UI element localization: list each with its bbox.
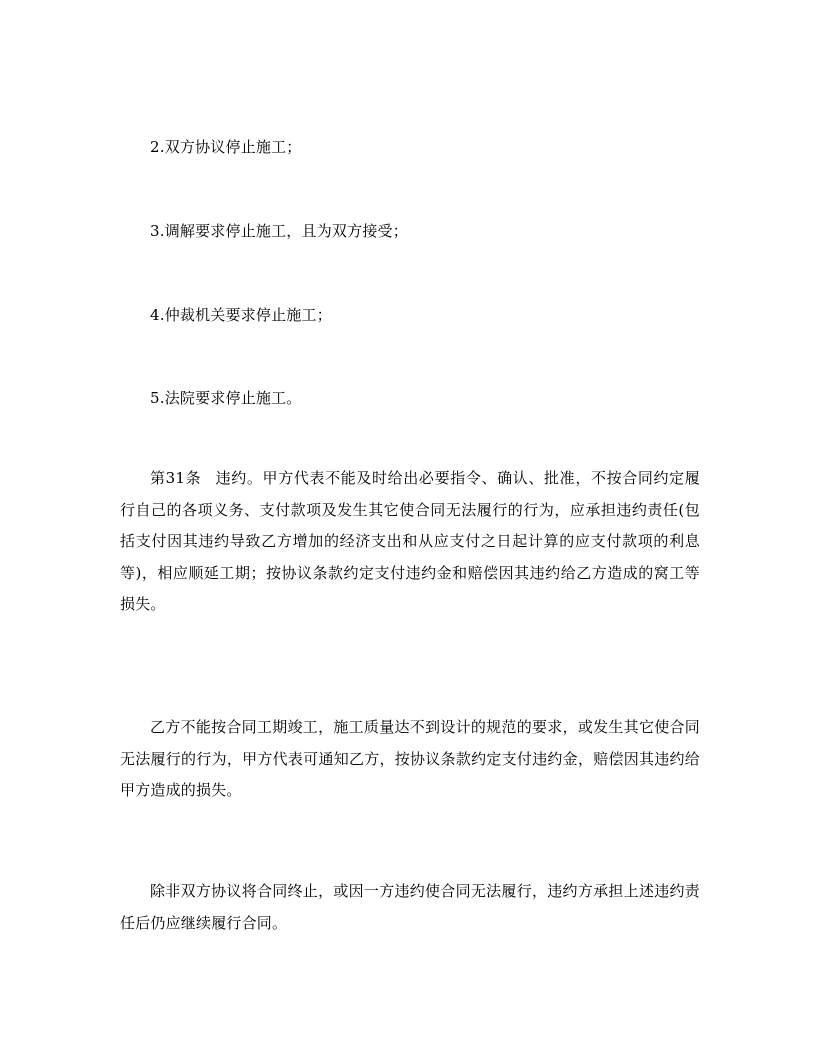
article-31-paragraph (120, 463, 700, 621)
contractor-breach-paragraph: 乙方不能按合同工期竣工，施工质量达不到设计的规范的要求，或发生其它使合同无法履行的行为，甲方代表可通知乙方，按协议条款约定支付违约金，赔偿因其违约给甲方造成的损失。 (120, 718, 700, 799)
clause-item-3: 3.调解要求停止施工，且为双方接受； (150, 222, 408, 240)
clause-item-2: 2.双方协议停止施工； (150, 138, 302, 156)
continue-performance-paragraph: 除非双方协议将合同终止，或因一方违约使合同无法履行，违约方承担上述违约责任后仍应继续履行合同。 (120, 882, 700, 932)
clause-item-5: 5.法院要求停止施工。 (150, 389, 302, 407)
article-number: 第31条 (150, 469, 202, 487)
clause-item-4: 4.仲裁机关要求停止施工； (150, 306, 332, 324)
article-31-text: 违约。甲方代表不能及时给出必要指令、确认、批准，不按合同约定履行自己的各项义务、支付款项及发生其它使合同无法履行的行为，应承担违约责任(包括支付因其违约导致乙方增加的经济支出和从应支付之日起计算的应支付款项的利息等)，相应顺延工期；按协议条款约定支付违约金和赔偿因其违约给乙方造成的窝工等损失。 (120, 469, 700, 613)
